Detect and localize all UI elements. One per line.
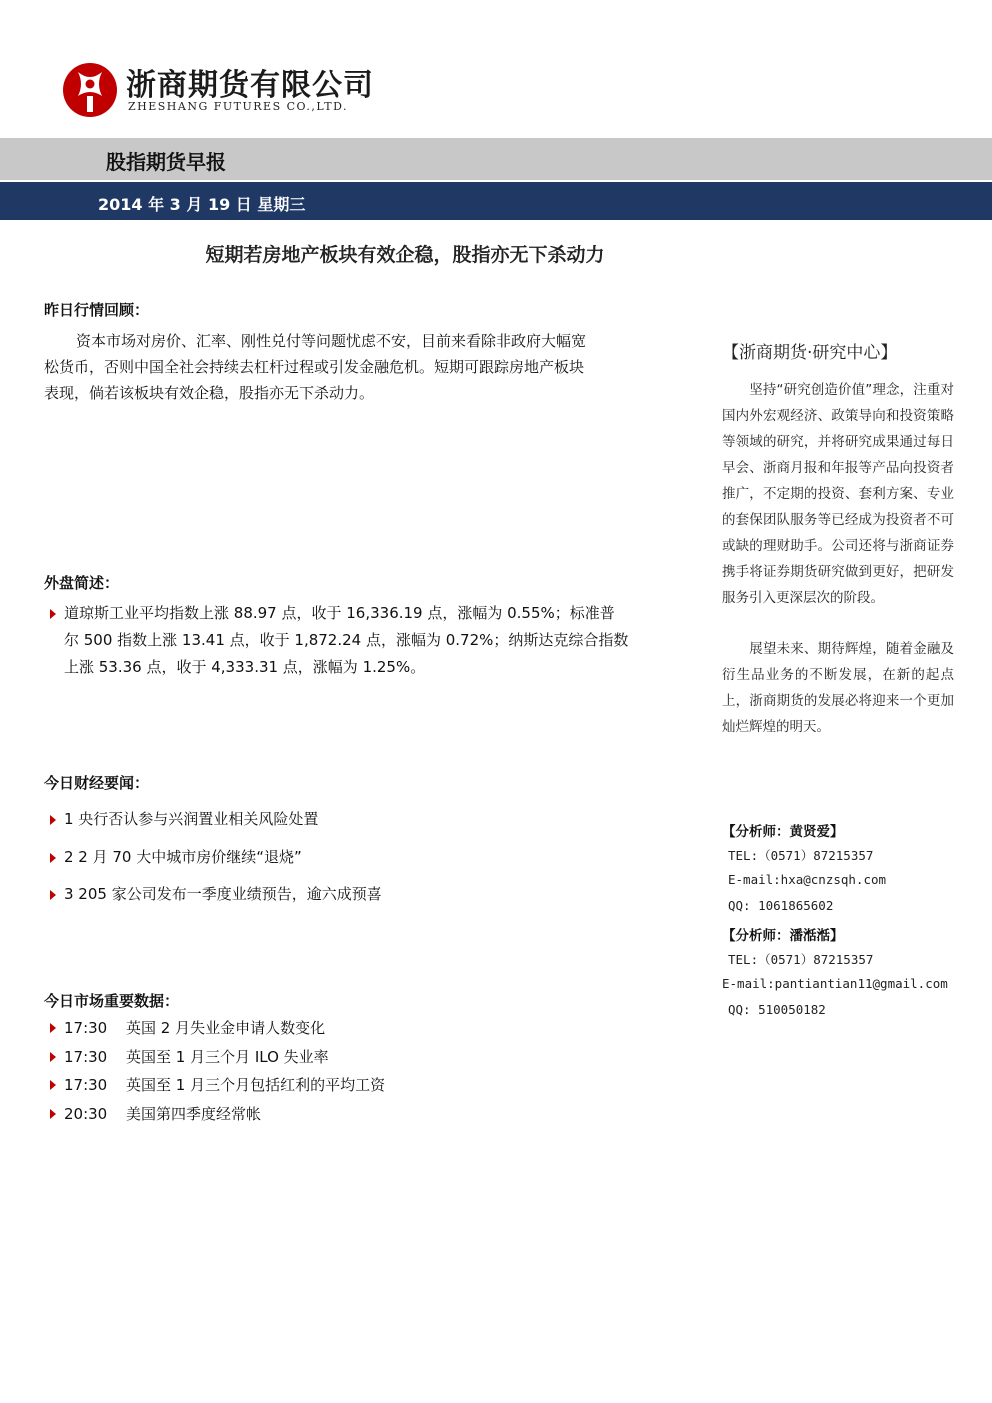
red-triangle-icon [50, 1109, 56, 1119]
analyst-qq: QQ: 510050182 [728, 1002, 826, 1017]
market-data-item [50, 1043, 385, 1072]
overseas-line: 上涨 53.36 点，收于 4,333.31 点，涨幅为 1.25%。 [64, 658, 426, 676]
overseas-line: 尔 500 指数上涨 13.41 点，收于 1,872.24 点，涨幅为 0.72%；纳斯达克综合指数 [64, 631, 629, 649]
market-data-list [50, 1014, 385, 1128]
red-triangle-icon [50, 1023, 56, 1033]
report-date: 2014 年 3 月 19 日 星期三 [98, 195, 306, 214]
review-paragraph [44, 328, 684, 406]
overseas-line: 道琼斯工业平均指数上涨 88.97 点，收于 16,336.19 点，涨幅为 0.55%；标准普 [64, 604, 615, 622]
red-triangle-icon [50, 853, 56, 863]
analyst-tel: TEL:（0571）87215357 [728, 952, 874, 967]
analyst-name: 【分析师：潘湉湉】 [722, 928, 844, 944]
overseas-heading: 外盘简述： [44, 574, 120, 592]
research-center-intro: 坚持“研究创造价值”理念，注重对国内外宏观经济、政策导向和投资策略等领域的研究，并将研究成果通过每日早会、浙商月报和年报等产品向投资者推广，不定期的投资、套利方案、专业的套保团队服务等已经成为投资者不可或缺的理财助手。公司还将与浙商证券携手将证券期货研究做到更好，把研发服务引入更深层次的阶段。 [722, 382, 954, 606]
review-heading: 昨日行情回顾： [44, 301, 150, 319]
analyst-qq: QQ: 1061865602 [728, 898, 834, 913]
red-triangle-icon [50, 1052, 56, 1062]
red-triangle-icon [50, 609, 56, 619]
market-data-item [50, 1100, 385, 1129]
analyst-contact [722, 924, 948, 1028]
research-center-outlook: 展望未来、期待辉煌，随着金融及衍生品业务的不断发展，在新的起点上，浙商期货的发展必将迎来一个更加灿烂辉煌的明天。 [722, 641, 954, 735]
event-name: 英国 2 月失业金申请人数变化 [126, 1019, 326, 1037]
news-item [50, 881, 382, 908]
red-triangle-icon [50, 890, 56, 900]
analyst-tel: TEL:（0571）87215357 [728, 848, 874, 863]
headline: 短期若房地产板块有效企稳，股指亦无下杀动力 [205, 244, 605, 266]
event-name: 美国第四季度经常帐 [126, 1104, 262, 1123]
news-item-text: 3 205 家公司发布一季度业绩预告，逾六成预喜 [64, 885, 382, 903]
red-triangle-icon [50, 1080, 56, 1090]
review-line: 表现，倘若该板块有效企稳，股指亦无下杀动力。 [44, 384, 375, 402]
red-triangle-icon [50, 815, 56, 825]
event-time: 17:30 [64, 1076, 108, 1094]
company-name-cn: 浙商期货有限公司 [126, 68, 374, 103]
news-item [50, 806, 318, 833]
market-data-item [50, 1014, 385, 1043]
market-data-item [50, 1071, 385, 1100]
company-name-en: ZHESHANG FUTURES CO.,LTD. [128, 100, 349, 113]
analyst-email[interactable]: E-mail:hxa@cnzsqh.com [728, 872, 887, 887]
event-name: 英国至 1 月三个月 ILO 失业率 [126, 1047, 329, 1066]
review-line: 资本市场对房价、汇率、刚性兑付等问题忧虑不安，目前来看除非政府大幅宽 [76, 332, 587, 350]
event-time: 20:30 [64, 1104, 108, 1123]
event-name: 英国至 1 月三个月包括红利的平均工资 [126, 1076, 386, 1094]
event-time: 17:30 [64, 1047, 108, 1066]
analyst-name: 【分析师：黄贤爱】 [722, 824, 844, 840]
company-logo-icon [62, 62, 118, 118]
market-data-heading: 今日市场重要数据： [44, 992, 180, 1010]
review-line: 松货币，否则中国全社会持续去杠杆过程或引发金融危机。短期可跟踪房地产板块 [44, 358, 585, 376]
event-time: 17:30 [64, 1019, 108, 1037]
report-title: 股指期货早报 [106, 150, 226, 174]
overseas-block [50, 600, 690, 681]
research-center-title: 【浙商期货·研究中心】 [722, 343, 898, 363]
news-item-text: 2 2 月 70 大中城市房价继续“退烧” [64, 848, 302, 866]
analyst-email[interactable]: E-mail:pantiantian11@gmail.com [722, 976, 948, 991]
news-item-text: 1 央行否认参与兴润置业相关风险处置 [64, 810, 319, 828]
news-heading: 今日财经要闻： [44, 774, 150, 792]
news-item [50, 844, 302, 871]
analyst-contact [722, 820, 886, 924]
